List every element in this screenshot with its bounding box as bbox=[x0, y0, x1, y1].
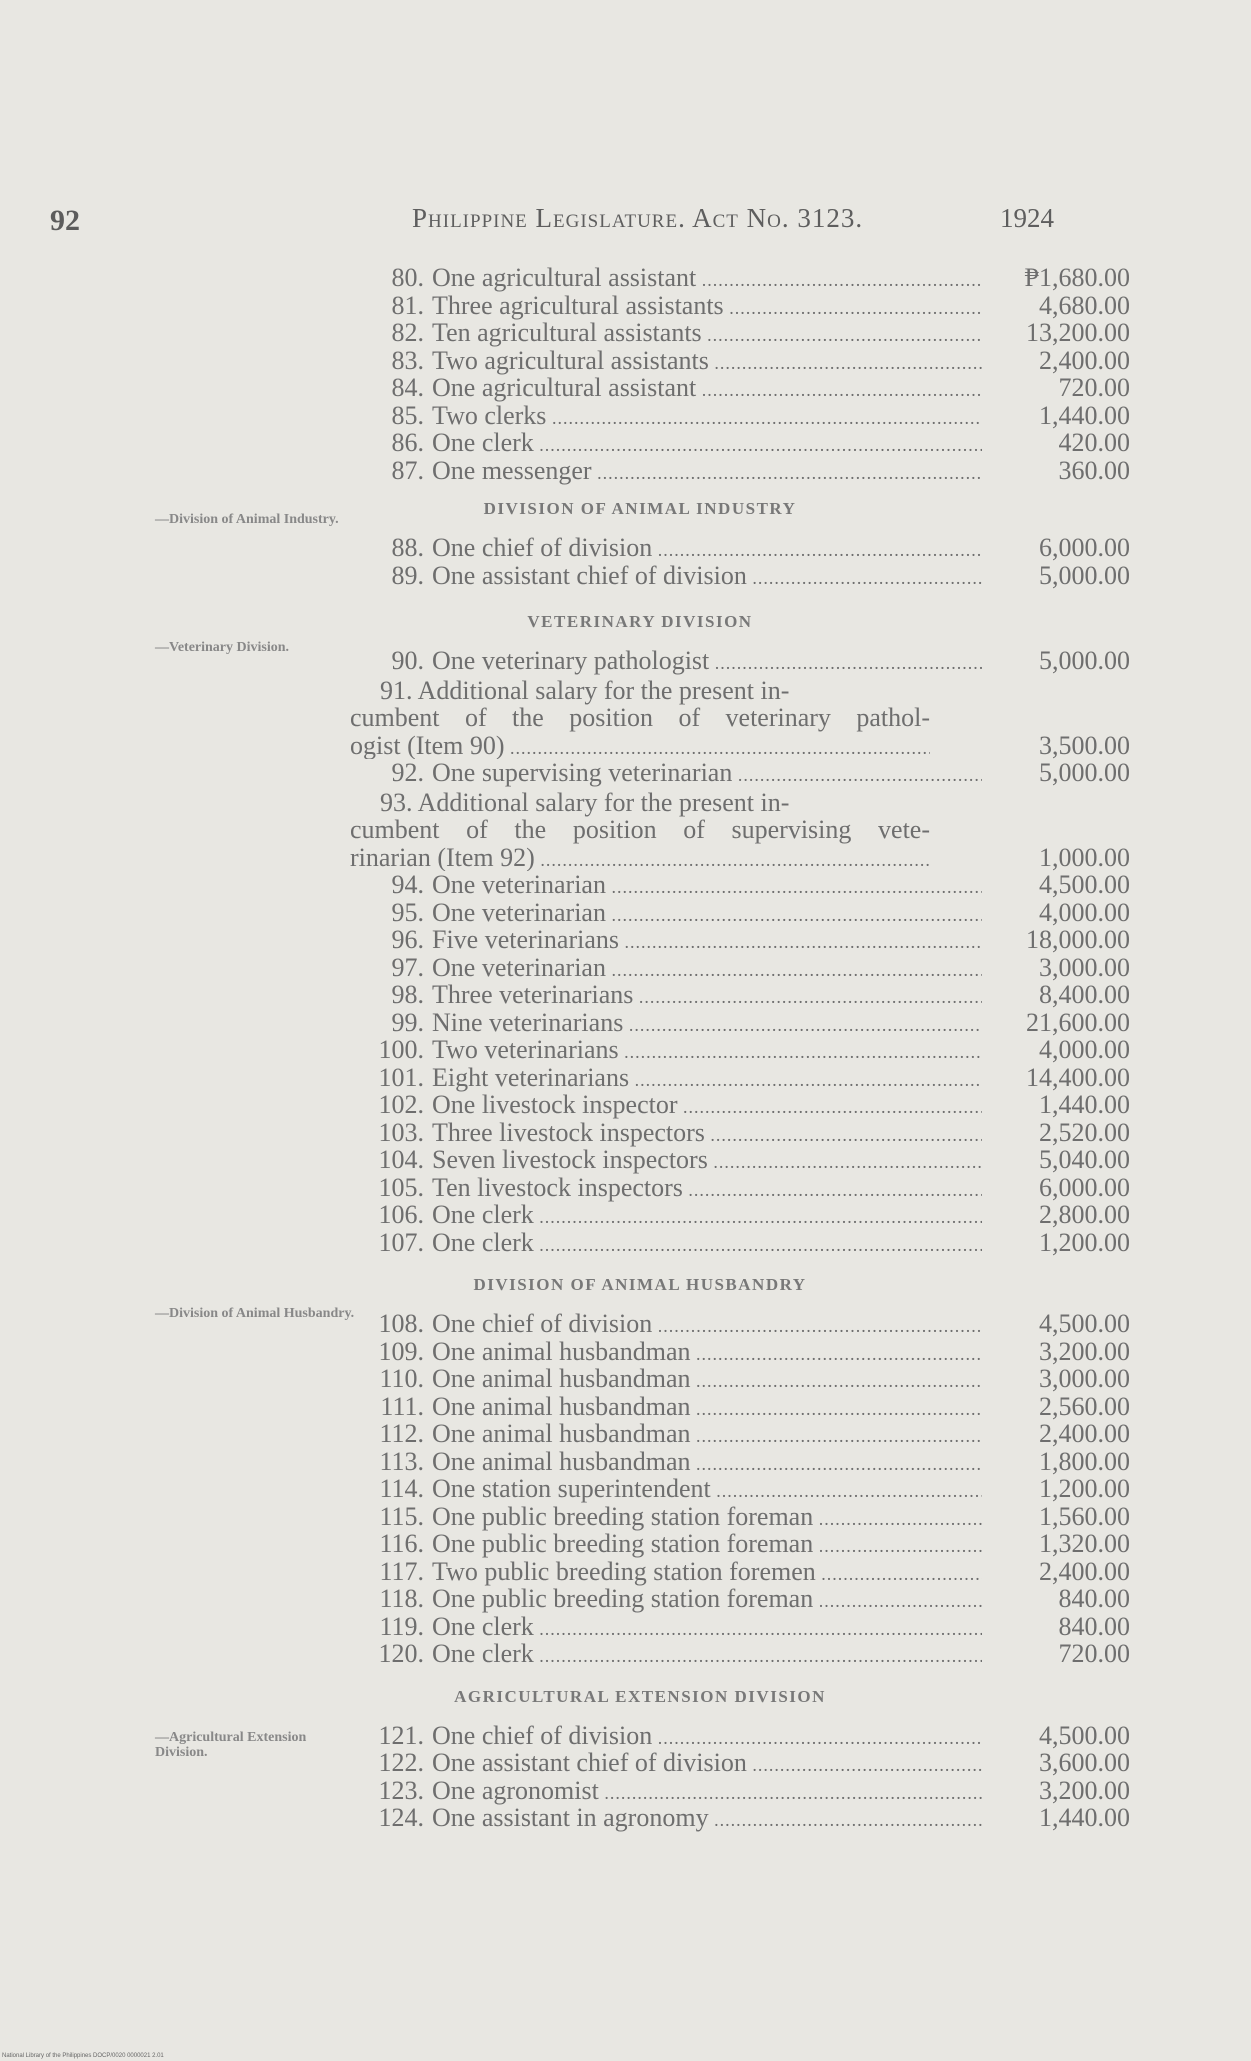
item-amount: 420.00 bbox=[1058, 428, 1130, 457]
item-text: One animal husbandman ..... bbox=[432, 1365, 982, 1396]
list-item bbox=[350, 374, 1130, 402]
margin-note-extension: —Agricultural Extension Division. bbox=[155, 1730, 307, 1760]
list-item bbox=[350, 1310, 1130, 1338]
item-number: 107. bbox=[378, 1227, 424, 1257]
list-item bbox=[350, 1530, 1130, 1558]
item-text: One messenger ..... bbox=[432, 457, 982, 488]
item-amount: 2,800.00 bbox=[1039, 1200, 1130, 1229]
item-number: 117. bbox=[379, 1556, 424, 1586]
item-number: 123. bbox=[378, 1775, 424, 1805]
list-item bbox=[350, 1119, 1130, 1147]
item-text: Nine veterinarians ..... bbox=[432, 1009, 982, 1040]
running-head-year: 1924 bbox=[1000, 203, 1054, 233]
item-number: 106. bbox=[378, 1200, 424, 1229]
item-amount: 6,000.00 bbox=[1039, 1172, 1130, 1202]
item-number: 114. bbox=[379, 1474, 424, 1503]
item-text: One assistant chief of division ..... bbox=[432, 562, 982, 593]
item-number: 101. bbox=[378, 1062, 424, 1092]
items-extension bbox=[350, 1722, 1130, 1832]
item-number: 102. bbox=[378, 1090, 424, 1119]
item-text: Three livestock inspectors ..... bbox=[432, 1119, 982, 1150]
item-text: Seven livestock inspectors ..... bbox=[432, 1146, 982, 1177]
list-item bbox=[350, 954, 1130, 982]
items-top-group bbox=[350, 264, 1130, 484]
item-amount: 360.00 bbox=[1058, 455, 1130, 485]
item-number: 112. bbox=[379, 1419, 424, 1448]
item-amount: 3,600.00 bbox=[1039, 1748, 1130, 1777]
items-animal-industry bbox=[350, 534, 1130, 589]
item-amount: 1,000.00 bbox=[1039, 842, 1130, 872]
list-item bbox=[350, 347, 1130, 375]
item-number: 104. bbox=[378, 1145, 424, 1174]
margin-note-veterinary: —Veterinary Division. bbox=[155, 640, 290, 655]
list-item bbox=[350, 264, 1130, 292]
list-item bbox=[350, 926, 1130, 954]
archive-footer: National Library of the Philippines DOCP/0020 0000021 2.01 bbox=[2, 2053, 164, 2059]
item-text: One assistant chief of division ..... bbox=[432, 1749, 982, 1780]
list-item bbox=[350, 1777, 1130, 1805]
item-amount: 8,400.00 bbox=[1039, 980, 1130, 1009]
item-number: 120. bbox=[378, 1639, 424, 1668]
list-item bbox=[350, 759, 1130, 787]
item-amount: 5,000.00 bbox=[1039, 646, 1130, 675]
item-number: 84. bbox=[391, 373, 424, 402]
item-amount: 21,600.00 bbox=[1026, 1007, 1130, 1037]
heading-animal-industry: DIVISION OF ANIMAL INDUSTRY bbox=[483, 499, 797, 518]
item-amount: 14,400.00 bbox=[1026, 1062, 1130, 1092]
item-text: Three veterinarians ..... bbox=[432, 981, 982, 1012]
item-amount: 1,200.00 bbox=[1039, 1227, 1130, 1257]
list-item bbox=[350, 1475, 1130, 1503]
item-text: One veterinarian ..... bbox=[432, 899, 982, 930]
item-text: One public breeding station foreman ..... bbox=[432, 1530, 982, 1561]
item-number: 119. bbox=[379, 1611, 424, 1641]
item-number: 99. bbox=[391, 1007, 424, 1037]
item-amount: 3,000.00 bbox=[1039, 952, 1130, 982]
item-number: 88. bbox=[391, 533, 424, 562]
item-amount: 2,400.00 bbox=[1039, 1419, 1130, 1448]
list-item bbox=[350, 1448, 1130, 1476]
item-number: 86. bbox=[391, 428, 424, 457]
item-amount: 840.00 bbox=[1058, 1611, 1130, 1641]
item-text: One agronomist ..... bbox=[432, 1777, 982, 1808]
item-text: One animal husbandman ..... bbox=[432, 1338, 982, 1369]
item-amount: 2,560.00 bbox=[1039, 1391, 1130, 1421]
heading-extension: AGRICULTURAL EXTENSION DIVISION bbox=[454, 1686, 826, 1706]
item-text: One clerk ..... bbox=[432, 1640, 982, 1671]
list-item bbox=[350, 1393, 1130, 1421]
item-number: 81. bbox=[391, 290, 424, 320]
item-amount: 1,800.00 bbox=[1039, 1446, 1130, 1476]
list-item bbox=[350, 871, 1130, 899]
list-item bbox=[350, 292, 1130, 320]
list-item bbox=[350, 1365, 1130, 1393]
item-number: 113. bbox=[379, 1446, 424, 1476]
item-number: 95. bbox=[391, 897, 424, 927]
item-text: One animal husbandman ..... bbox=[432, 1420, 982, 1451]
item-amount: 18,000.00 bbox=[1026, 925, 1130, 954]
item-text: One agricultural assistant ..... bbox=[432, 374, 982, 405]
list-item bbox=[350, 899, 1130, 927]
item-text: One chief of division ..... bbox=[432, 1722, 982, 1753]
list-item-multiline bbox=[350, 789, 1130, 872]
item-text: One veterinarian ..... bbox=[432, 954, 982, 985]
item-text: One clerk ..... bbox=[432, 1613, 982, 1644]
list-item bbox=[350, 647, 1130, 675]
item-number: 90. bbox=[391, 646, 424, 675]
list-item bbox=[350, 429, 1130, 457]
item-number: 92. bbox=[391, 758, 424, 787]
heading-husbandry: DIVISION OF ANIMAL HUSBANDRY bbox=[473, 1275, 807, 1294]
list-item bbox=[350, 1585, 1130, 1613]
item-amount: 720.00 bbox=[1058, 373, 1130, 402]
item-amount: 4,500.00 bbox=[1039, 1720, 1130, 1750]
item-text: One chief of division ..... bbox=[432, 534, 982, 565]
list-item bbox=[350, 1091, 1130, 1119]
list-item bbox=[350, 1146, 1130, 1174]
item-text: Two veterinarians ..... bbox=[432, 1036, 982, 1067]
item-line: ogist (Item 90) ..... bbox=[350, 732, 930, 760]
item-text: One station superintendent ..... bbox=[432, 1475, 982, 1506]
item-text: One assistant in agronomy ..... bbox=[432, 1804, 982, 1835]
item-amount: 4,000.00 bbox=[1039, 897, 1130, 927]
list-item bbox=[350, 1749, 1130, 1777]
item-text: One agricultural assistant ..... bbox=[432, 264, 982, 295]
list-item bbox=[350, 319, 1130, 347]
item-number: 121. bbox=[378, 1720, 424, 1750]
item-text: Eight veterinarians ..... bbox=[432, 1064, 982, 1095]
item-line: cumbent of the position of supervising vete- bbox=[350, 815, 930, 844]
heading-veterinary: VETERINARY DIVISION bbox=[527, 612, 753, 631]
item-text: One veterinary pathologist ..... bbox=[432, 647, 982, 678]
list-item bbox=[350, 1009, 1130, 1037]
list-item bbox=[350, 1420, 1130, 1448]
list-item bbox=[350, 1338, 1130, 1366]
item-text: One clerk ..... bbox=[432, 429, 982, 460]
item-text: Ten livestock inspectors ..... bbox=[432, 1174, 982, 1205]
item-amount: 13,200.00 bbox=[1026, 318, 1130, 347]
item-amount: 3,000.00 bbox=[1039, 1364, 1130, 1393]
list-item bbox=[350, 1064, 1130, 1092]
item-number: 108. bbox=[378, 1309, 424, 1338]
list-item bbox=[350, 1229, 1130, 1257]
item-amount: 4,680.00 bbox=[1039, 290, 1130, 320]
item-text: One clerk ..... bbox=[432, 1229, 982, 1260]
item-number: 82. bbox=[391, 318, 424, 347]
list-item bbox=[350, 1722, 1130, 1750]
item-number: 105. bbox=[378, 1172, 424, 1202]
item-number: 96. bbox=[391, 925, 424, 954]
item-number: 98. bbox=[391, 980, 424, 1009]
item-amount: 5,000.00 bbox=[1039, 758, 1130, 787]
item-text: One supervising veterinarian ..... bbox=[432, 759, 982, 790]
item-text: One veterinarian ..... bbox=[432, 871, 982, 902]
items-veterinary bbox=[350, 871, 1130, 1256]
list-item-multiline bbox=[350, 677, 1130, 760]
list-item bbox=[350, 981, 1130, 1009]
list-item bbox=[350, 1036, 1130, 1064]
item-amount: 2,400.00 bbox=[1039, 1556, 1130, 1586]
item-amount: 720.00 bbox=[1058, 1639, 1130, 1668]
item-number: 122. bbox=[378, 1748, 424, 1777]
item-text: Ten agricultural assistants ..... bbox=[432, 319, 982, 350]
item-number: 116. bbox=[379, 1529, 424, 1558]
item-text: One animal husbandman ..... bbox=[432, 1393, 982, 1424]
list-item bbox=[350, 1174, 1130, 1202]
item-number: 110. bbox=[379, 1364, 424, 1393]
appropriation-list bbox=[350, 264, 1130, 1832]
item-number: 100. bbox=[378, 1035, 424, 1064]
item-number: 94. bbox=[391, 870, 424, 899]
list-item bbox=[350, 534, 1130, 562]
item-number: 89. bbox=[391, 560, 424, 590]
item-number: 97. bbox=[391, 952, 424, 982]
item-number: 109. bbox=[378, 1336, 424, 1366]
item-number: 124. bbox=[378, 1803, 424, 1832]
list-item bbox=[350, 562, 1130, 590]
list-item bbox=[350, 1640, 1130, 1668]
list-item bbox=[350, 1804, 1130, 1832]
item-text: Two clerks ..... bbox=[432, 402, 982, 433]
margin-note-animal-industry: —Division of Animal Industry. bbox=[155, 512, 339, 527]
item-amount: 4,000.00 bbox=[1039, 1035, 1130, 1064]
item-amount: 5,000.00 bbox=[1039, 560, 1130, 590]
item-amount: 1,320.00 bbox=[1039, 1529, 1130, 1558]
item-text: One animal husbandman ..... bbox=[432, 1448, 982, 1479]
list-item bbox=[350, 1558, 1130, 1586]
list-item bbox=[350, 1201, 1130, 1229]
items-husbandry bbox=[350, 1310, 1130, 1668]
item-amount: 3,200.00 bbox=[1039, 1336, 1130, 1366]
item-text: One public breeding station foreman ..... bbox=[432, 1503, 982, 1534]
item-number: 111. bbox=[380, 1391, 424, 1421]
item-line: 91. Additional salary for the present in- bbox=[380, 675, 790, 705]
item-text: One clerk ..... bbox=[432, 1201, 982, 1232]
item-amount: 4,500.00 bbox=[1039, 1309, 1130, 1338]
margin-note-husbandry: —Division of Animal Husbandry. bbox=[155, 1306, 355, 1321]
list-item bbox=[350, 1503, 1130, 1531]
running-head: Philippine Legislature. Act No. 3123. bbox=[412, 203, 864, 233]
item-text: Five veterinarians ..... bbox=[432, 926, 982, 957]
item-amount: 1,200.00 bbox=[1039, 1474, 1130, 1503]
item-line: 93. Additional salary for the present in- bbox=[380, 787, 790, 817]
item-number: 87. bbox=[391, 455, 424, 485]
list-item bbox=[350, 1613, 1130, 1641]
item-amount: 840.00 bbox=[1058, 1584, 1130, 1613]
item-amount: 1,440.00 bbox=[1039, 400, 1130, 430]
item-number: 83. bbox=[391, 345, 424, 375]
item-line: cumbent of the position of veterinary pathol- bbox=[350, 703, 930, 732]
item-amount: 6,000.00 bbox=[1039, 533, 1130, 562]
list-item bbox=[350, 457, 1130, 485]
item-text: One public breeding station foreman ..... bbox=[432, 1585, 982, 1616]
item-line: rinarian (Item 92) ..... bbox=[350, 844, 930, 872]
item-text: One chief of division ..... bbox=[432, 1310, 982, 1341]
item-amount: 2,520.00 bbox=[1039, 1117, 1130, 1147]
item-number: 115. bbox=[379, 1501, 424, 1531]
item-amount: 1,440.00 bbox=[1039, 1803, 1130, 1832]
item-amount: 1,560.00 bbox=[1039, 1501, 1130, 1531]
item-amount: 4,500.00 bbox=[1039, 870, 1130, 899]
item-amount: 1,440.00 bbox=[1039, 1090, 1130, 1119]
item-text: Two public breeding station foremen ..... bbox=[432, 1558, 982, 1589]
item-amount: 3,500.00 bbox=[1039, 730, 1130, 760]
item-number: 118. bbox=[379, 1584, 424, 1613]
item-amount: ₱1,680.00 bbox=[1024, 263, 1130, 292]
item-text: Two agricultural assistants ..... bbox=[432, 347, 982, 378]
item-amount: 5,040.00 bbox=[1039, 1145, 1130, 1174]
item-number: 85. bbox=[391, 400, 424, 430]
item-text: One livestock inspector ..... bbox=[432, 1091, 982, 1122]
page-number: 92 bbox=[50, 204, 80, 237]
item-amount: 3,200.00 bbox=[1039, 1775, 1130, 1805]
item-number: 80. bbox=[391, 263, 424, 292]
item-text: Three agricultural assistants ..... bbox=[432, 292, 982, 323]
item-number: 103. bbox=[378, 1117, 424, 1147]
list-item bbox=[350, 402, 1130, 430]
item-amount: 2,400.00 bbox=[1039, 345, 1130, 375]
